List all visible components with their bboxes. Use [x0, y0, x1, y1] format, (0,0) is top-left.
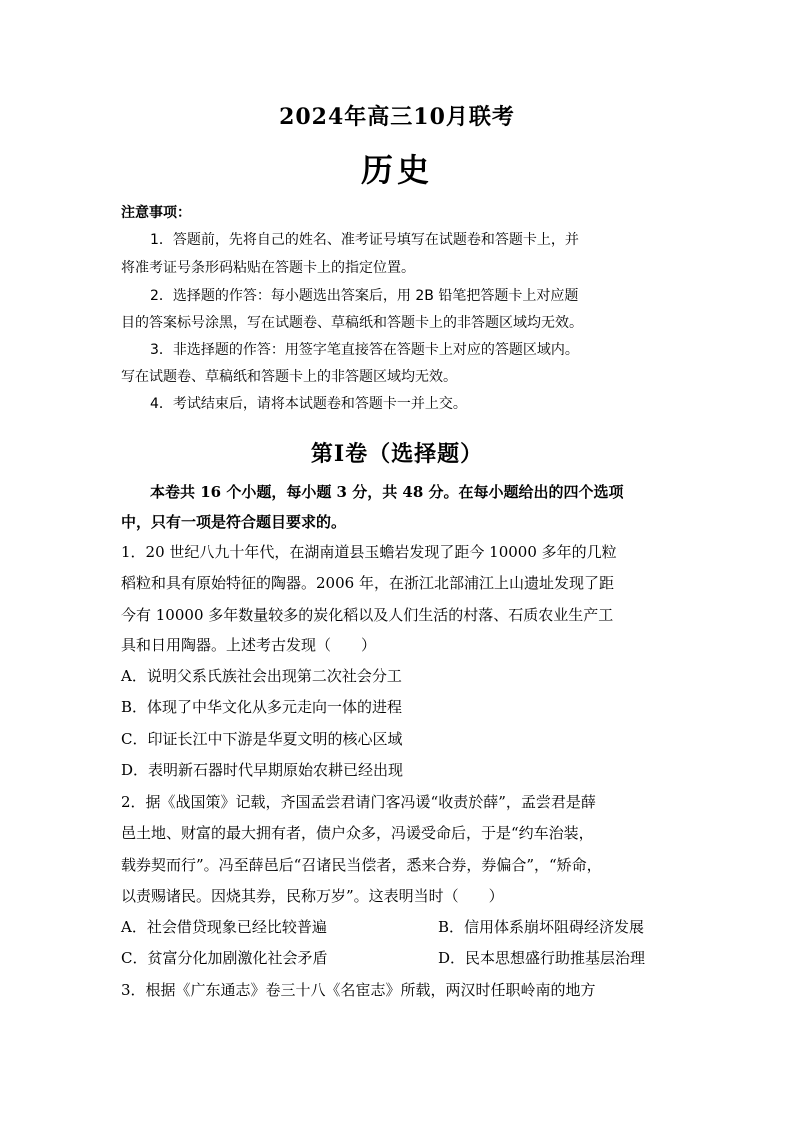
question-2-option-a: A．社会借贷现象已经比较普遍 [121, 918, 327, 936]
question-1-option-c: C．印证长江中下游是华夏文明的核心区域 [121, 730, 403, 748]
note-line: 3．非选择题的作答：用签字笔直接答在答题卡上对应的答题区域内。 [150, 342, 579, 358]
note-line: 写在试题卷、草稿纸和答题卡上的非答题区域均无效。 [121, 369, 457, 385]
exam-title: 2024年高三10月联考 [279, 104, 515, 130]
section-title: 第Ⅰ卷（选择题） [310, 441, 484, 467]
note-line: 将准考证号条形码粘贴在答题卡上的指定位置。 [121, 260, 415, 276]
question-1-stem: 今有 10000 多年数量较多的炭化稻以及人们生活的村落、石质农业生产工 [121, 606, 614, 624]
note-line: 目的答案标号涂黑，写在试题卷、草稿纸和答题卡上的非答题区域均无效。 [121, 315, 583, 331]
question-1-option-a: A．说明父系氏族社会出现第二次社会分工 [121, 667, 402, 685]
question-2-stem: 以责赐诸民。因烧其券，民称万岁”。这表明当时（ ） [121, 887, 504, 905]
notes-heading: 注意事项： [121, 205, 191, 221]
section-instructions: 中，只有一项是符合题目要求的。 [121, 513, 347, 531]
question-1-option-d: D．表明新石器时代早期原始农耕已经出现 [121, 761, 404, 779]
question-1-stem: 稻粒和具有原始特征的陶器。2006 年，在浙江北部浦江上山遗址发现了距 [121, 574, 614, 592]
note-line: 2．选择题的作答：每小题选出答案后，用 2B 铅笔把答题卡上对应题 [150, 288, 579, 304]
question-2-stem: 载券契而行”。冯至薛邑后“召诸民当偿者，悉来合券，券偏合”，“矫命， [121, 856, 602, 874]
question-2-stem: 2．据《战国策》记载，齐国孟尝君请门客冯谖“收责於薛”，孟尝君是薛 [121, 793, 596, 811]
question-1-stem: 1．20 世纪八九十年代，在湖南道县玉蟾岩发现了距今 10000 多年的几粒 [121, 543, 617, 561]
question-2-option-c: C．贫富分化加剧激化社会矛盾 [121, 949, 328, 967]
note-line: 4．考试结束后，请将本试题卷和答题卡一并上交。 [150, 396, 467, 412]
question-1-option-b: B．体现了中华文化从多元走向一体的进程 [121, 698, 403, 716]
note-line: 1．答题前，先将自己的姓名、准考证号填写在试题卷和答题卡上，并 [150, 232, 579, 248]
question-2-option-b: B．信用体系崩坏阻碍经济发展 [438, 918, 645, 936]
section-instructions: 本卷共 16 个小题，每小题 3 分，共 48 分。在每小题给出的四个选项 [150, 483, 624, 501]
question-2-stem: 邑土地、财富的最大拥有者，债户众多，冯谖受命后，于是“约车治装， [121, 824, 594, 842]
subject-title: 历史 [360, 151, 433, 189]
question-1-stem: 具和日用陶器。上述考古发现（ ） [121, 636, 377, 654]
question-2-option-d: D．民本思想盛行助推基层治理 [438, 949, 646, 967]
question-3-stem: 3．根据《广东通志》卷三十八《名宦志》所载，两汉时任职岭南的地方 [121, 981, 596, 999]
